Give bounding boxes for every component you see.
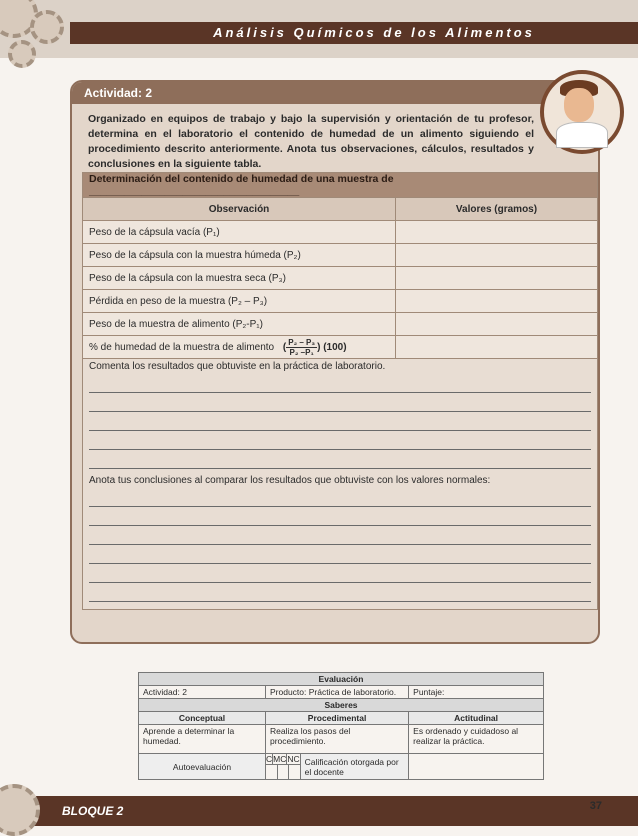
col-valores: Valores (gramos) [396, 198, 598, 221]
page-number: 37 [589, 800, 602, 812]
gear-icon [8, 40, 36, 68]
conceptual-text: Aprende a determinar la humedad. [139, 725, 266, 754]
c-header: C [266, 754, 273, 764]
autoevaluacion-label: Autoevaluación [139, 754, 266, 780]
activity-header [72, 82, 598, 104]
table-row-label: Pérdida en peso de la muestra (P₂ – P₃) [83, 290, 396, 313]
saberes-title: Saberes [139, 699, 544, 712]
table-row-label: Peso de la muestra de alimento (P₂-P₁) [83, 313, 396, 336]
formula-tail: (100) [323, 341, 347, 353]
value-cell[interactable] [396, 221, 598, 244]
answer-line[interactable] [89, 547, 591, 564]
nc-input[interactable] [289, 765, 300, 779]
value-cell[interactable] [396, 244, 598, 267]
humidity-row [83, 336, 396, 359]
nc-header: NC [287, 754, 300, 764]
table-row-label: Peso de la cápsula con la muestra seca (P₃) [83, 267, 396, 290]
answer-line[interactable] [89, 566, 591, 583]
calificacion-label: Calificación otorgada por el docente [300, 754, 409, 780]
comments-area[interactable] [83, 359, 598, 610]
answer-line[interactable] [89, 509, 591, 526]
eval-product: Producto: Práctica de laboratorio. [266, 686, 409, 699]
c-input[interactable] [266, 765, 278, 779]
footer-bar [0, 796, 638, 826]
formula: ( $\frac{\text{P₂ – P₃}}{\text{P₂ –P₁}}$ ) (100) [282, 337, 347, 357]
humidity-label: % de humedad de la muestra de alimento [89, 341, 275, 353]
procedimental-text: Realiza los pasos del procedimiento. [266, 725, 409, 754]
answer-line[interactable] [89, 433, 591, 450]
student-avatar [540, 70, 624, 154]
answer-line[interactable] [89, 395, 591, 412]
answer-line[interactable] [89, 585, 591, 602]
actitudinal-text: Es ordenado y cuidadoso al realizar la práctica. [409, 725, 544, 754]
col-observacion: Observación [83, 198, 396, 221]
answer-line[interactable] [89, 376, 591, 393]
table-row-label: Peso de la cápsula vacía (P₁) [83, 221, 396, 244]
activity-instructions: Organizado en equipos de trabajo y bajo la supervisión y orientación de tu profesor, determina en el laboratorio el contenido de humedad de un alimento siguiendo el procedimiento descrito anteriormente. Anota tus observaciones, cálculos, resultados y conclusiones en la siguiente tabla. [88, 113, 534, 170]
answer-line[interactable] [89, 414, 591, 431]
comment-prompt: Comenta los resultados que obtuviste en la práctica de laboratorio. [89, 361, 386, 372]
evaluation-table [138, 672, 544, 780]
conceptual-header: Conceptual [139, 712, 266, 725]
formula-numerator: P₂ – P₃ [288, 337, 316, 347]
mc-input[interactable] [278, 765, 290, 779]
conclusion-prompt: Anota tus conclusiones al comparar los resultados que obtuviste con los valores normales: [89, 475, 491, 486]
value-cell[interactable] [396, 267, 598, 290]
mc-header: MC [273, 754, 287, 764]
table-title: Determinación del contenido de humedad de una muestra de ____________________________________ [83, 173, 598, 198]
avatar-face [564, 88, 594, 122]
answer-line[interactable] [89, 490, 591, 507]
table-row-label: Peso de la cápsula con la muestra húmeda (P₂) [83, 244, 396, 267]
score-header-cells [266, 754, 301, 765]
answer-line[interactable] [89, 452, 591, 469]
procedimental-header: Procedimental [266, 712, 409, 725]
page-title: Análisis Químicos de los Alimentos [213, 25, 535, 40]
value-cell[interactable] [396, 336, 598, 359]
answer-line[interactable] [89, 528, 591, 545]
eval-score: Puntaje: [409, 686, 544, 699]
title-bar [70, 22, 638, 44]
gear-icon [30, 10, 64, 44]
bloque-label: BLOQUE 2 [62, 804, 124, 818]
avatar-body [556, 122, 608, 148]
calificacion-value[interactable] [409, 754, 544, 780]
formula-fraction [286, 338, 317, 357]
eval-activity: Actividad: 2 [139, 686, 266, 699]
evaluation-title: Evaluación [139, 673, 544, 686]
value-cell[interactable] [396, 313, 598, 336]
activity-label: Actividad: 2 [84, 86, 153, 100]
gear-icon [0, 784, 40, 836]
score-input-cells [266, 765, 301, 780]
actitudinal-header: Actitudinal [409, 712, 544, 725]
humidity-table [82, 172, 598, 610]
value-cell[interactable] [396, 290, 598, 313]
formula-denominator: P₂ –P₁ [289, 347, 314, 357]
